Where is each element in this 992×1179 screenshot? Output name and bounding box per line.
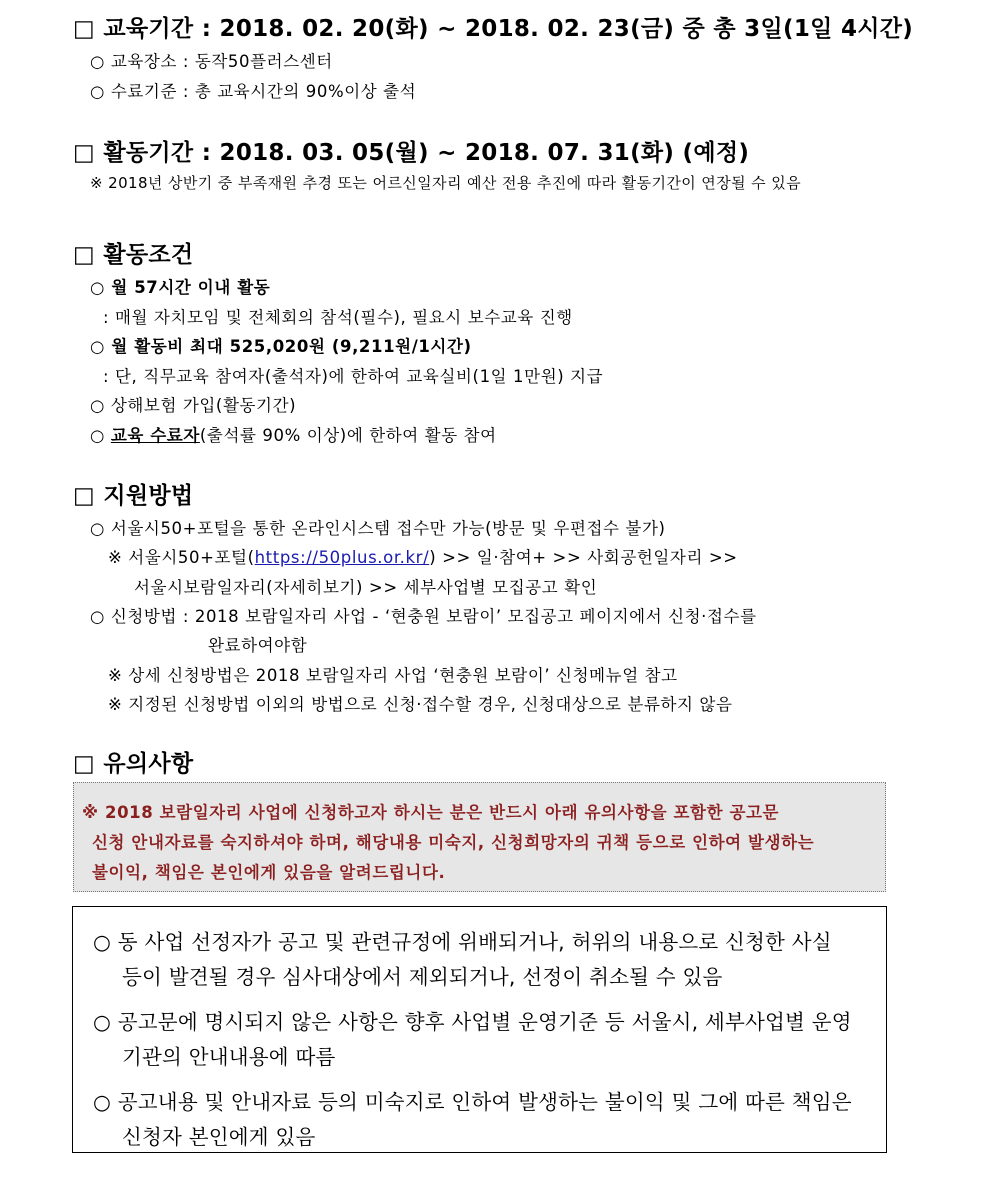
warning-line-3: 불이익, 책임은 본인에게 있음을 알려드립니다.	[92, 863, 446, 882]
activity-period-heading: □ 활동기간 : 2018. 03. 05(월) ~ 2018. 07. 31(화) (예정)	[73, 140, 750, 166]
activity-extension-note: ※ 2018년 상반기 중 부족재원 추경 또는 어르신일자리 예산 전용 추진에 따라 활동기간이 연장될 수 있음	[90, 174, 801, 192]
note-3-line-1: ○ 공고내용 및 안내자료 등의 미숙지로 인하여 발생하는 불이익 및 그에 따른 책임은	[93, 1090, 852, 1114]
manual-note: ※ 상세 신청방법은 2018 보람일자리 사업 ‘현충원 보람이’ 신청메뉴얼 참고	[108, 666, 678, 685]
conditions-heading: □ 활동조건	[73, 242, 194, 268]
insurance: ○ 상해보험 가입(활동기간)	[90, 396, 297, 415]
completion-criteria: ○ 수료기준 : 총 교육시간의 90%이상 출석	[90, 82, 417, 101]
edu-place: ○ 교육장소 : 동작50플러스센터	[90, 52, 333, 71]
portal-path-prefix: ※ 서울시50+포털(	[108, 548, 255, 567]
note-2-line-1: ○ 공고문에 명시되지 않은 사항은 향후 사업별 운영기준 등 서울시, 세부사업별 운영	[93, 1010, 852, 1034]
note-1-line-1: ○ 동 사업 선정자가 공고 및 관련규정에 위배되거나, 허위의 내용으로 신청한 사실	[93, 930, 832, 954]
portal-link[interactable]: https://50plus.or.kr/	[254, 548, 430, 567]
warning-line-2: 신청 안내자료를 숙지하셔야 하며, 해당내용 미숙지, 신청희망자의 귀책 등으로 인하여 발생하는	[92, 833, 815, 852]
application-method-line2: 완료하여야함	[208, 636, 308, 655]
graduate-emphasis: 교육 수료자	[110, 426, 200, 445]
other-method-note: ※ 지정된 신청방법 이외의 방법으로 신청·접수할 경우, 신청대상으로 분류하지 않음	[108, 695, 733, 714]
edu-period-heading: □ 교육기간 : 2018. 02. 20(화) ~ 2018. 02. 23(금) 중 총 3일(1일 4시간)	[73, 16, 914, 42]
note-2-line-2: 기관의 안내내용에 따름	[122, 1045, 336, 1069]
warning-box	[73, 782, 886, 892]
note-1-line-2: 등이 발견될 경우 심사대상에서 제외되거나, 선정이 취소될 수 있음	[122, 965, 723, 989]
monthly-hours-detail: : 매월 자치모임 및 전체회의 참석(필수), 필요시 보수교육 진행	[103, 308, 573, 327]
caution-notes-box	[72, 906, 887, 1153]
portal-path	[108, 544, 738, 568]
portal-path-line2: 서울시보람일자리(자세히보기) >> 세부사업별 모집공고 확인	[134, 578, 598, 597]
apply-method-heading: □ 지원방법	[73, 483, 194, 509]
caution-heading: □ 유의사항	[73, 751, 194, 777]
graduate-bullet: ○	[90, 426, 111, 445]
application-method: ○ 신청방법 : 2018 보람일자리 사업 - ‘현충원 보람이’ 모집공고 페이지에서 신청·접수를	[90, 607, 757, 626]
online-only: ○ 서울시50+포털을 통한 온라인시스템 접수만 가능(방문 및 우편접수 불가)	[90, 519, 666, 538]
note-3-line-2: 신청자 본인에게 있음	[122, 1125, 316, 1149]
graduate-condition	[90, 422, 497, 446]
monthly-hours: ○ 월 57시간 이내 활동	[90, 278, 271, 297]
monthly-pay: ○ 월 활동비 최대 525,020원 (9,211원/1시간)	[90, 337, 472, 356]
portal-path-suffix: ) >> 일·참여+ >> 사회공헌일자리 >>	[429, 548, 738, 567]
monthly-pay-detail: : 단, 직무교육 참여자(출석자)에 한하여 교육실비(1일 1만원) 지급	[103, 367, 604, 386]
graduate-rest: (출석률 90% 이상)에 한하여 활동 참여	[199, 426, 497, 445]
warning-line-1: ※ 2018 보람일자리 사업에 신청하고자 하시는 분은 반드시 아래 유의사항을 포함한 공고문	[82, 803, 780, 822]
